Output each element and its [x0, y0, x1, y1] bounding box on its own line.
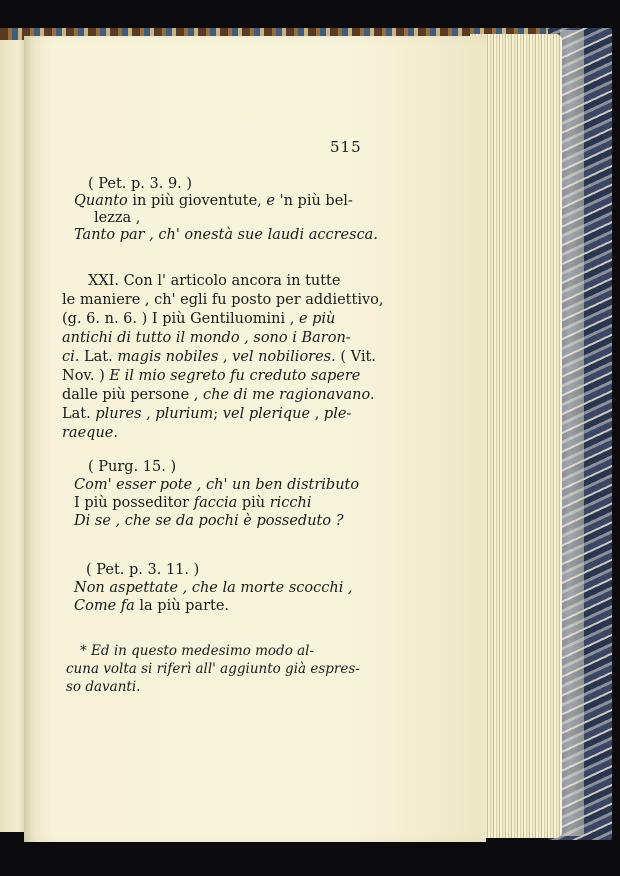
paragraph-xxi-line — [62, 311, 335, 328]
text-run: magis nobiles — [117, 349, 219, 365]
paragraph-xxi-line — [62, 292, 384, 309]
text-run: so davanti. — [66, 679, 141, 695]
citation-2-line — [88, 459, 176, 476]
page-number: 515 — [330, 138, 362, 156]
text-run: cuna volta si riferì all' aggiunto già espres- — [66, 661, 360, 677]
text-run: antichi di tutto il mondo , sono i Baron- — [62, 330, 351, 346]
paragraph-xxi-line — [62, 425, 118, 442]
footnote-line — [80, 643, 314, 660]
text-run: ; — [213, 406, 223, 422]
cover-paper-edge — [560, 30, 584, 836]
text-run: e più — [298, 311, 336, 327]
citation-3-line — [74, 580, 353, 597]
text-run: Di se , che se da pochi è posseduto ? — [74, 513, 344, 529]
text-run: , — [218, 349, 233, 365]
text-run: raeque. — [62, 425, 118, 441]
text-run: ( Pet. p. 3. 9. ) — [88, 176, 193, 192]
citation-2-line — [74, 477, 359, 494]
citation-2-line — [74, 495, 312, 512]
citation-1-line — [74, 193, 353, 210]
book-page — [24, 36, 486, 842]
citation-1-line — [88, 176, 192, 193]
text-run: le maniere , ch' egli fu posto per addiettivo, — [62, 292, 384, 308]
text-run: Quanto — [74, 193, 128, 209]
paragraph-xxi-line — [88, 273, 340, 290]
paragraph-xxi-line — [62, 406, 351, 423]
text-run: in più gioventute, — [127, 193, 267, 209]
text-run: ( Pet. p. 3. 11. ) — [86, 562, 200, 578]
text-run: plures — [95, 406, 142, 422]
text-run: , — [141, 406, 156, 422]
text-run: ( Vit. — [335, 349, 376, 365]
text-run: Ed in questo medesimo modo al- — [91, 643, 315, 659]
footnote-line — [66, 679, 140, 696]
citation-3-line — [74, 598, 229, 615]
text-run: (g. 6. n. 6. ) I più Gentiluomini , — [62, 311, 299, 327]
paragraph-xxi-line — [62, 368, 360, 385]
text-run: la più parte. — [134, 598, 230, 614]
text-run: dalle più persone , — [62, 387, 203, 403]
text-run: Nov. ) — [62, 368, 110, 384]
text-run: Com' esser pote , ch' un ben distributo — [74, 477, 360, 493]
text-run: fa — [120, 598, 135, 614]
text-run: ( Purg. 15. ) — [88, 459, 177, 475]
text-run: * — [80, 643, 92, 659]
text-run: E il mio segreto fu creduto sapere — [109, 368, 361, 384]
text-run: plurium — [155, 406, 214, 422]
citation-1-line — [74, 227, 378, 244]
text-run: ricchi — [269, 495, 312, 511]
text-run: Lat. — [79, 349, 118, 365]
text-run: Tanto par , ch' onestà sue laudi accresca. — [74, 227, 378, 243]
text-run: vel nobiliores. — [232, 349, 336, 365]
paragraph-xxi-line — [62, 349, 376, 366]
text-run: Lat. — [62, 406, 96, 422]
citation-3-line — [86, 562, 199, 579]
citation-1-line — [94, 210, 140, 227]
text-run: vel plerique — [222, 406, 311, 422]
footnote-line — [66, 661, 360, 678]
text-run: e — [266, 193, 275, 209]
text-run: ple- — [323, 406, 352, 422]
text-run: , — [310, 406, 324, 422]
text-run: più — [237, 495, 270, 511]
text-run: I più posseditor — [74, 495, 194, 511]
text-run: 'n più bel- — [275, 193, 353, 209]
text-run: faccia — [193, 495, 238, 511]
text-run: Come — [74, 598, 121, 614]
citation-2-line — [74, 513, 343, 530]
text-run: Non aspettate , che la morte scocchi , — [74, 580, 353, 596]
text-run: lezza , — [94, 210, 141, 226]
text-run: ci. — [62, 349, 80, 365]
text-run: che di me ragionavano. — [202, 387, 375, 403]
paragraph-xxi-line — [62, 330, 351, 347]
paragraph-xxi-line — [62, 387, 375, 404]
text-run: XXI. Con l' articolo ancora in tutte — [88, 273, 341, 289]
